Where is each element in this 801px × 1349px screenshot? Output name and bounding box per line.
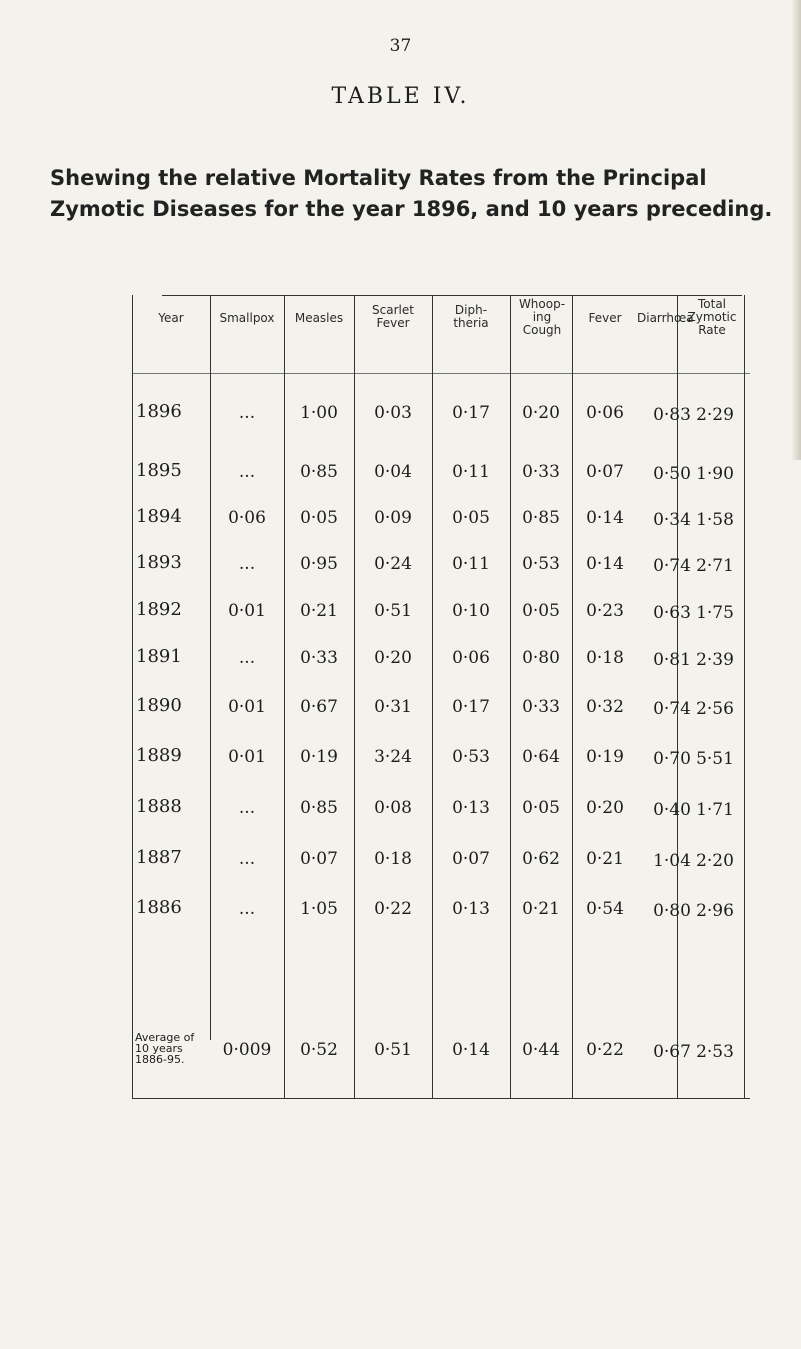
- cell-scarlet-fever: 0·03: [374, 403, 412, 423]
- cell-total-zymotic-rate: 1·90: [696, 464, 734, 484]
- cell-diarrhoea: 0·63: [653, 603, 691, 623]
- cell-year: 1886: [136, 897, 182, 918]
- cell-diarrhoea: 0·81: [653, 650, 691, 670]
- cell-total-zymotic-rate: 2·20: [696, 851, 734, 871]
- cell-diarrhoea: 0·50: [653, 464, 691, 484]
- cell-smallpox: ...: [238, 403, 256, 423]
- header-scarlet-fever: Scarlet Fever: [372, 303, 414, 330]
- cell-measles: 0·19: [300, 747, 338, 767]
- cell-year: 1896: [136, 401, 182, 422]
- header-bottom-rule: [132, 373, 750, 374]
- cell-total-zymotic-rate: 5·51: [696, 749, 734, 769]
- cell-smallpox: ...: [238, 554, 256, 574]
- cell-measles: 1·05: [300, 899, 338, 919]
- cell-diphtheria: 0·05: [452, 508, 490, 528]
- cell-diarrhoea: 0·40: [653, 800, 691, 820]
- cell-total-zymotic-rate: 1·58: [696, 510, 734, 530]
- cell-smallpox: ...: [238, 798, 256, 818]
- cell-measles: 0·33: [300, 648, 338, 668]
- cell-diarrhoea: 1·04: [653, 851, 691, 871]
- cell-whooping-cough: 0·64: [522, 747, 560, 767]
- average-smallpox: 0·009: [222, 1040, 272, 1060]
- cell-smallpox: 0·01: [228, 747, 266, 767]
- cell-fever: 0·21: [586, 849, 624, 869]
- header-year: Year: [158, 311, 184, 325]
- cell-whooping-cough: 0·33: [522, 697, 560, 717]
- header-total-zymotic-rate: Total Zymotic Rate: [687, 297, 737, 337]
- cell-fever: 0·14: [586, 554, 624, 574]
- page-edge-shadow: [791, 0, 801, 460]
- cell-diarrhoea: 0·74: [653, 556, 691, 576]
- cell-total-zymotic-rate: 1·75: [696, 603, 734, 623]
- header-whooping-cough: Whoop- ing Cough: [518, 297, 566, 337]
- cell-diarrhoea: 0·74: [653, 699, 691, 719]
- cell-smallpox: ...: [238, 648, 256, 668]
- cell-measles: 0·07: [300, 849, 338, 869]
- cell-total-zymotic-rate: 2·71: [696, 556, 734, 576]
- cell-whooping-cough: 0·20: [522, 403, 560, 423]
- cell-total-zymotic-rate: 2·39: [696, 650, 734, 670]
- cell-fever: 0·32: [586, 697, 624, 717]
- cell-measles: 0·21: [300, 601, 338, 621]
- cell-scarlet-fever: 0·31: [374, 697, 412, 717]
- cell-smallpox: 0·01: [228, 697, 266, 717]
- header-diarrhoea: Diarrhœa: [637, 311, 694, 325]
- cell-fever: 0·19: [586, 747, 624, 767]
- cell-scarlet-fever: 0·20: [374, 648, 412, 668]
- cell-year: 1889: [136, 745, 182, 766]
- cell-measles: 0·05: [300, 508, 338, 528]
- cell-diphtheria: 0·10: [452, 601, 490, 621]
- mortality-table: [132, 290, 750, 1102]
- page-number: 37: [389, 36, 412, 56]
- header-measles: Measles: [294, 311, 344, 325]
- cell-smallpox: ...: [238, 849, 256, 869]
- average-measles: 0·52: [300, 1040, 338, 1060]
- cell-year: 1887: [136, 847, 182, 868]
- cell-whooping-cough: 0·05: [522, 798, 560, 818]
- cell-total-zymotic-rate: 2·29: [696, 405, 734, 425]
- cell-year: 1893: [136, 552, 182, 573]
- cell-fever: 0·14: [586, 508, 624, 528]
- cell-measles: 0·85: [300, 798, 338, 818]
- cell-year: 1888: [136, 796, 182, 817]
- cell-measles: 0·85: [300, 462, 338, 482]
- header-fever: Fever: [588, 311, 622, 325]
- cell-diphtheria: 0·11: [452, 554, 490, 574]
- table-top-rule: [162, 295, 742, 296]
- cell-smallpox: 0·06: [228, 508, 266, 528]
- cell-smallpox: ...: [238, 899, 256, 919]
- average-diphtheria: 0·14: [452, 1040, 490, 1060]
- average-whooping-cough: 0·44: [522, 1040, 560, 1060]
- cell-total-zymotic-rate: 2·56: [696, 699, 734, 719]
- cell-year: 1891: [136, 646, 182, 667]
- cell-diphtheria: 0·17: [452, 403, 490, 423]
- cell-diphtheria: 0·53: [452, 747, 490, 767]
- cell-whooping-cough: 0·62: [522, 849, 560, 869]
- cell-total-zymotic-rate: 1·71: [696, 800, 734, 820]
- cell-measles: 1·00: [300, 403, 338, 423]
- cell-year: 1890: [136, 695, 182, 716]
- cell-year: 1895: [136, 460, 182, 481]
- cell-whooping-cough: 0·53: [522, 554, 560, 574]
- cell-scarlet-fever: 0·18: [374, 849, 412, 869]
- cell-scarlet-fever: 0·22: [374, 899, 412, 919]
- cell-whooping-cough: 0·21: [522, 899, 560, 919]
- cell-fever: 0·07: [586, 462, 624, 482]
- cell-fever: 0·06: [586, 403, 624, 423]
- cell-diphtheria: 0·13: [452, 798, 490, 818]
- cell-diphtheria: 0·17: [452, 697, 490, 717]
- table-bottom-rule: [132, 1098, 750, 1099]
- cell-fever: 0·18: [586, 648, 624, 668]
- cell-whooping-cough: 0·05: [522, 601, 560, 621]
- cell-scarlet-fever: 0·09: [374, 508, 412, 528]
- cell-whooping-cough: 0·33: [522, 462, 560, 482]
- cell-diarrhoea: 0·70: [653, 749, 691, 769]
- table-left-border: [132, 295, 133, 1099]
- cell-scarlet-fever: 3·24: [374, 747, 412, 767]
- average-scarlet-fever: 0·51: [374, 1040, 412, 1060]
- average-total-zymotic-rate: 2·53: [696, 1042, 734, 1062]
- cell-measles: 0·67: [300, 697, 338, 717]
- cell-whooping-cough: 0·80: [522, 648, 560, 668]
- cell-smallpox: 0·01: [228, 601, 266, 621]
- cell-diphtheria: 0·11: [452, 462, 490, 482]
- cell-smallpox: ...: [238, 462, 256, 482]
- cell-diphtheria: 0·13: [452, 899, 490, 919]
- header-diphtheria: Diph- theria: [453, 303, 489, 330]
- cell-scarlet-fever: 0·04: [374, 462, 412, 482]
- cell-year: 1892: [136, 599, 182, 620]
- average-fever: 0·22: [586, 1040, 624, 1060]
- average-row-label: Average of 10 years 1886-95.: [135, 1031, 195, 1066]
- cell-scarlet-fever: 0·08: [374, 798, 412, 818]
- cell-fever: 0·54: [586, 899, 624, 919]
- cell-whooping-cough: 0·85: [522, 508, 560, 528]
- table-title: TABLE IV.: [331, 84, 470, 109]
- cell-diarrhoea: 0·34: [653, 510, 691, 530]
- cell-scarlet-fever: 0·24: [374, 554, 412, 574]
- table-subtitle: Shewing the relative Mortality Rates from the Principal Zymotic Diseases for the year 1896, and 10 years preceding.: [50, 166, 773, 221]
- cell-scarlet-fever: 0·51: [374, 601, 412, 621]
- cell-diarrhoea: 0·83: [653, 405, 691, 425]
- cell-diphtheria: 0·07: [452, 849, 490, 869]
- cell-diarrhoea: 0·80: [653, 901, 691, 921]
- cell-total-zymotic-rate: 2·96: [696, 901, 734, 921]
- header-smallpox: Smallpox: [219, 311, 275, 325]
- average-diarrhoea: 0·67: [653, 1042, 691, 1062]
- cell-fever: 0·23: [586, 601, 624, 621]
- cell-measles: 0·95: [300, 554, 338, 574]
- cell-diphtheria: 0·06: [452, 648, 490, 668]
- cell-fever: 0·20: [586, 798, 624, 818]
- cell-year: 1894: [136, 506, 182, 527]
